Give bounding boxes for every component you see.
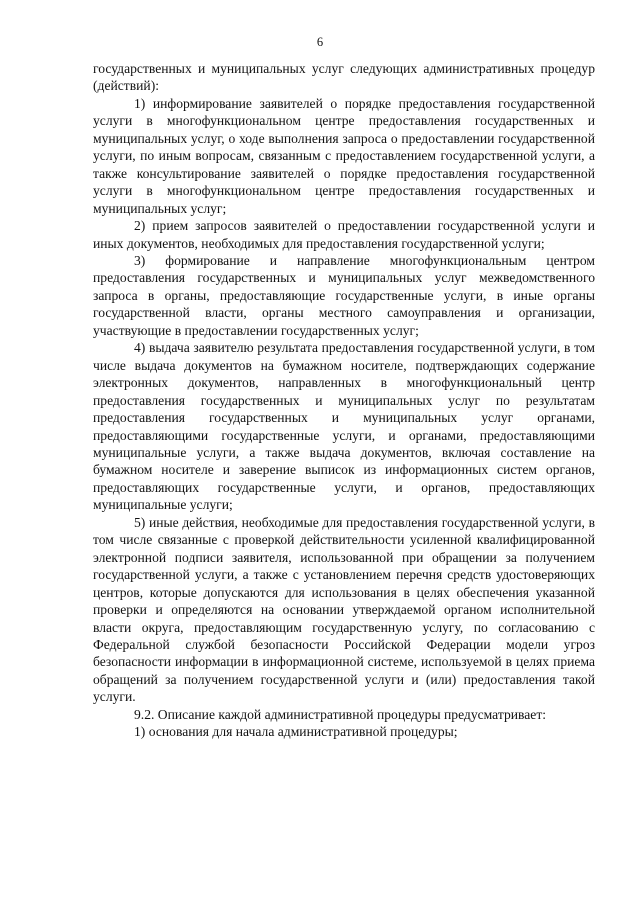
section-heading-9-2: 9.2. Описание каждой административной процедуры предусматривает: (134, 706, 547, 722)
list-item-4: 4) выдача заявителю результата предоставления государственной услуги, в том числе выдача документов на бумажном носителе, подтверждающих содержание электронных документов, направленных в многофункциональный центр предоставления государственных и муниципальных услуг по результатам предоставления государственных и муниципальных услуг органами, предоставляющими государственные услуги, и органами, предоставляющими муниципальные услуги, а также выдача документов, включая составление на бумажном носителе и заверение выписок из информационных систем органов, предоставляющих государственные услуги, и органов, предоставляющих муниципальные услуги; (93, 340, 595, 513)
list-item-2: 2) прием запросов заявителей о предоставлении государственной услуги и иных документов, необходимых для предоставления государственной услуги; (93, 218, 595, 251)
list-item-3: 3) формирование и направление многофункциональным центром предоставления государственных и муниципальных услуг межведомственного запроса в органы, предоставляющие государственные услуги, в иные органы государственной власти, органы местного самоуправления и организации, участвующие в предоставлении государственных услуг; (93, 252, 595, 338)
page-number: 6 (316, 35, 324, 49)
paragraph-intro: государственных и муниципальных услуг следующих административных процедур (действий): (93, 61, 595, 94)
list-item-5: 5) иные действия, необходимые для предоставления государственной услуги, в том числе связанные с проверкой действительности усиленной квалифицированной электронной подписи заявителя, использованной при обращении за получением государственной услуги, а также с установлением перечня средств удостоверяющих центров, которые допускаются для использования в целях обеспечения указанной проверки и определяются на основании утверждаемой органом исполнительной власти округа, предоставляющим государственную услугу, по согласованию с Федеральной службой безопасности Российской Федерации модели угроз безопасности информации в информационной системе, используемой в целях приема обращений за получением государственной услуги и (или) предоставления такой услуги. (93, 514, 595, 705)
sublist-item-1: 1) основания для начала административной процедуры; (134, 724, 458, 740)
document-body (93, 60, 595, 741)
list-item-1: 1) информирование заявителей о порядке предоставления государственной услуги в многофункциональном центре предоставления государственных и муниципальных услуг, о ходе выполнения запроса о предоставлении государственной услуги, по иным вопросам, связанным с предоставлением государственной услуги, а также консультирование заявителей о порядке предоставления государственной услуги в многофункциональном центре предоставления государственных и муниципальных услуг; (93, 95, 595, 216)
